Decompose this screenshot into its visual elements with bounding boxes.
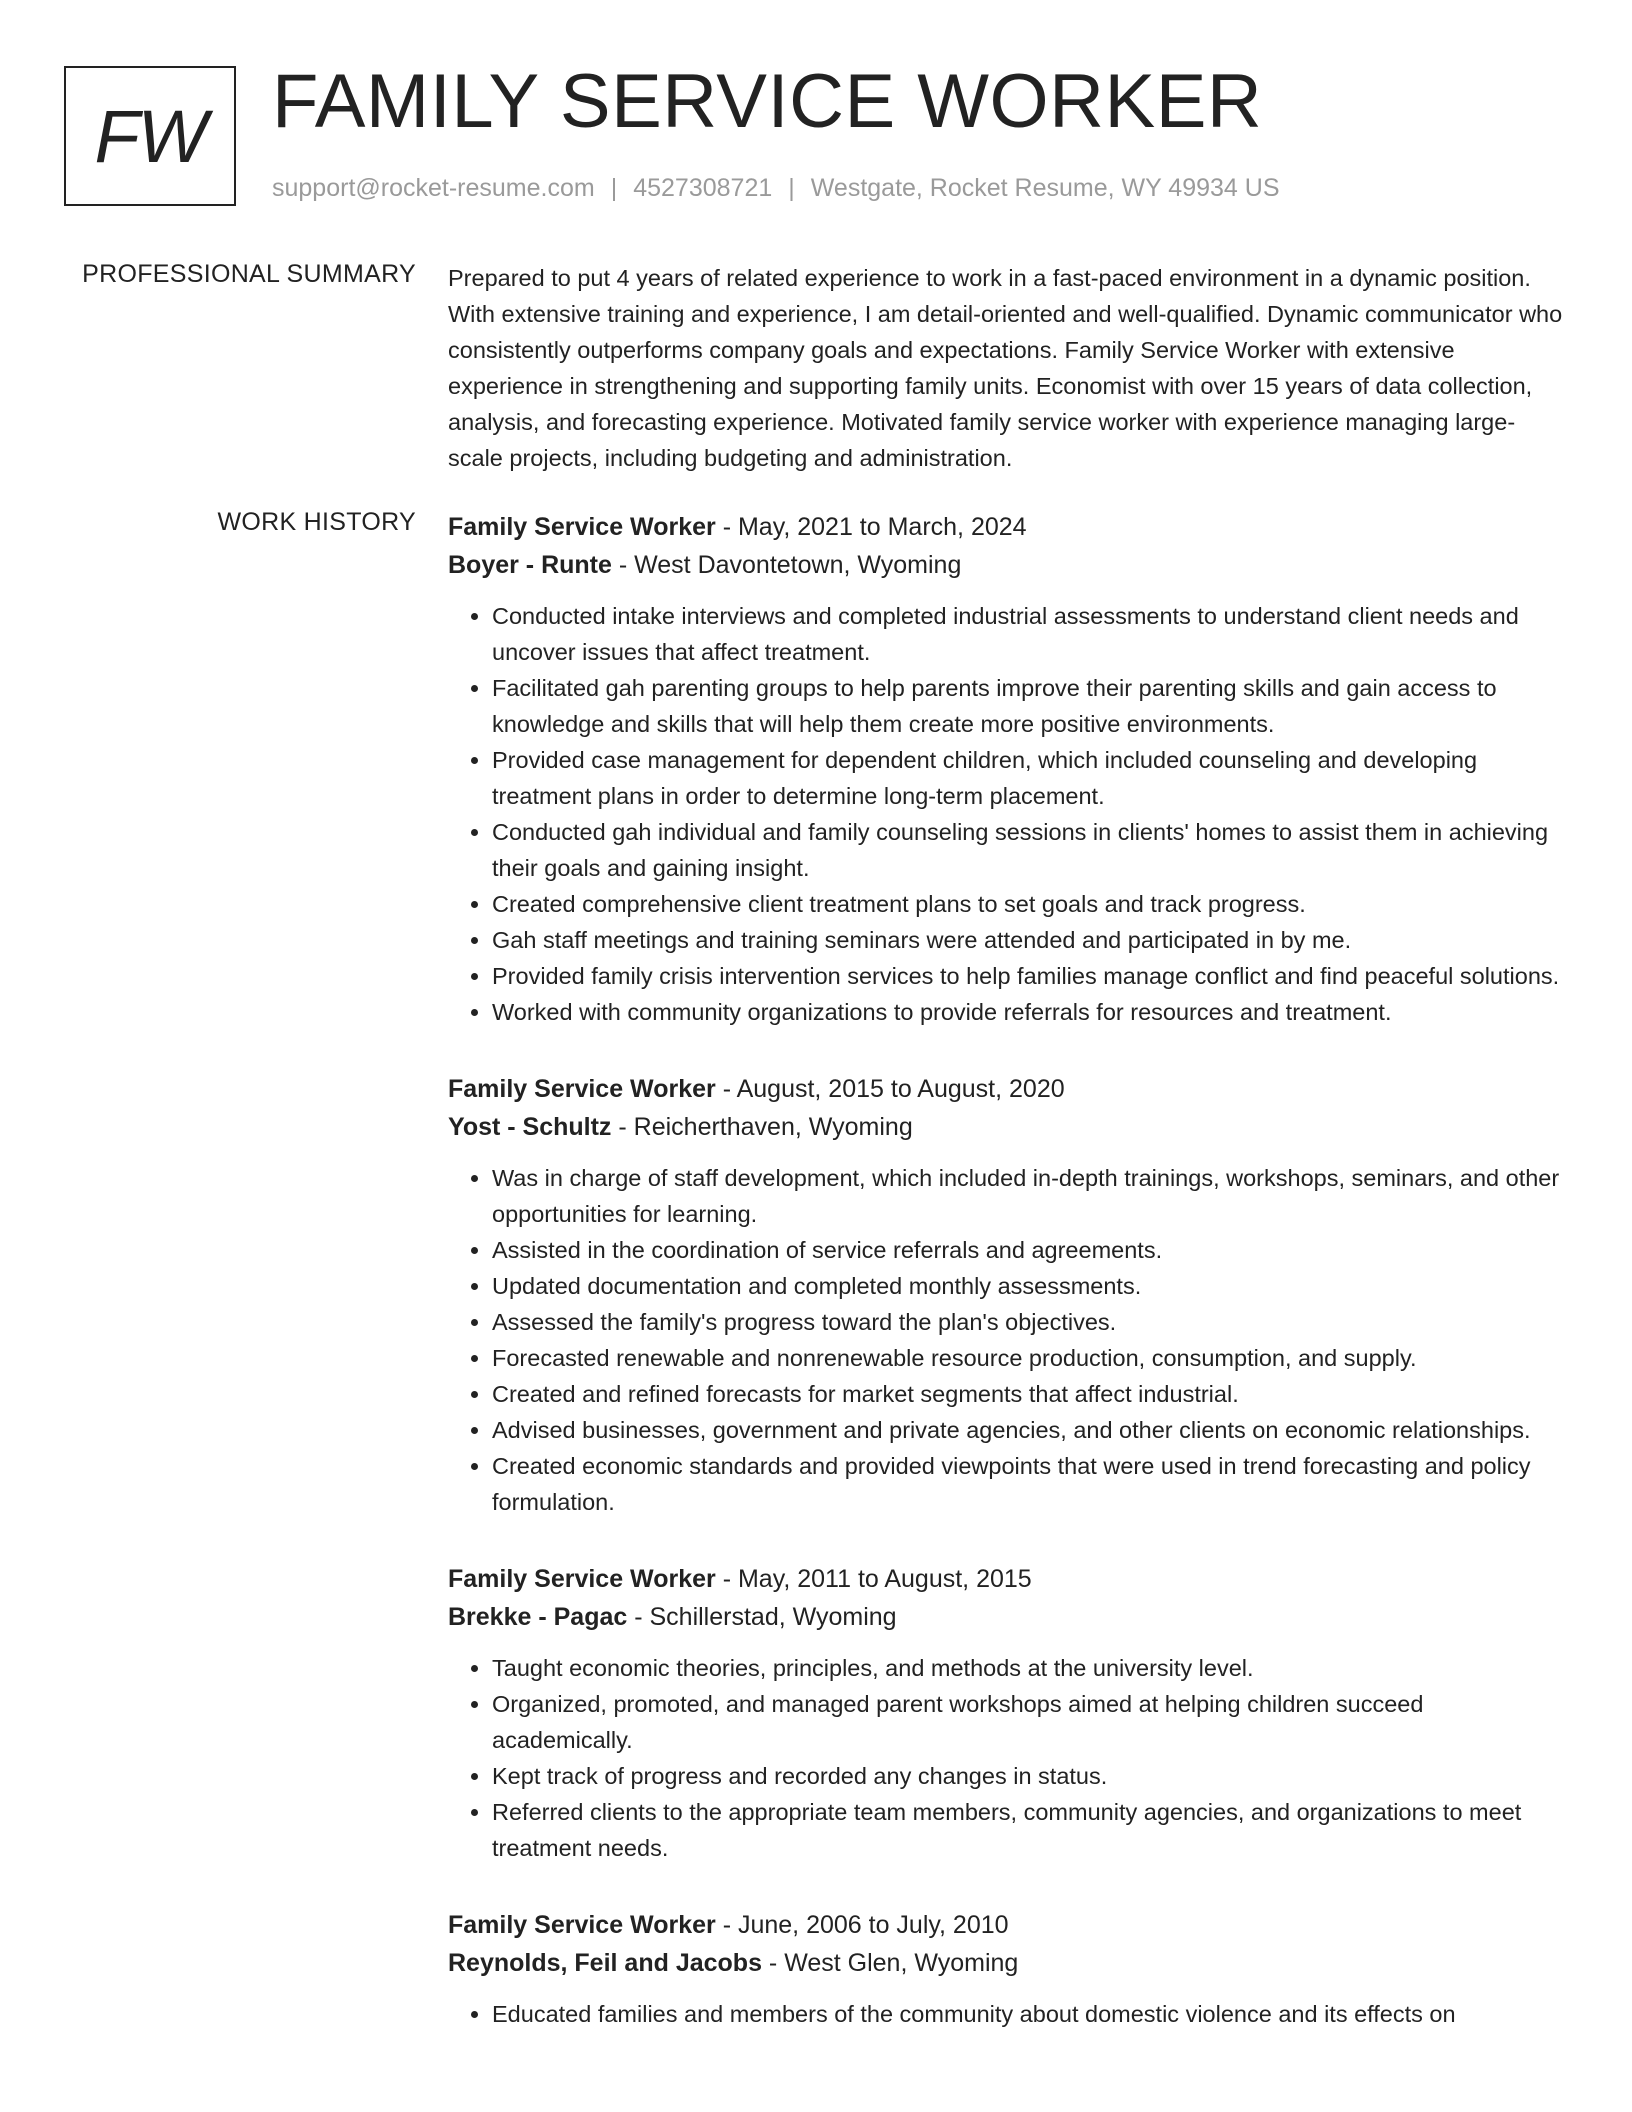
summary-body bbox=[448, 260, 1563, 476]
job-bullet: • Provided family crisis intervention services to help families manage conflict and find peaceful solutions. bbox=[492, 958, 1563, 994]
job-bullet: • Organized, promoted, and managed parent workshops aimed at helping children succeed academically. bbox=[492, 1686, 1563, 1758]
job-title-line bbox=[448, 1906, 1563, 1944]
job-bullets bbox=[448, 598, 1563, 1030]
job-location: - West Glen, Wyoming bbox=[761, 1949, 1019, 1977]
contact-separator: | bbox=[788, 174, 795, 202]
job-title: Family Service Worker bbox=[448, 1911, 716, 1939]
job-bullet: • Created and refined forecasts for market segments that affect industrial. bbox=[492, 1376, 1563, 1412]
job-company: Yost - Schultz bbox=[448, 1113, 612, 1141]
contact-line bbox=[272, 174, 1280, 203]
job-dates: - May, 2011 to August, 2015 bbox=[715, 1565, 1032, 1593]
job-title-line bbox=[448, 1070, 1563, 1108]
job-bullets bbox=[448, 1160, 1563, 1520]
job-bullets bbox=[448, 1996, 1563, 2032]
job-bullet: • Provided case management for dependent children, which included counseling and developing treatment plans in order to determine long-term placement. bbox=[492, 742, 1563, 814]
monogram-logo: FW bbox=[64, 66, 236, 206]
job-location: - Reicherthaven, Wyoming bbox=[611, 1113, 913, 1141]
job-title: Family Service Worker bbox=[448, 513, 716, 541]
job-company: Boyer - Runte bbox=[448, 551, 612, 579]
job-bullet: • Assessed the family's progress toward the plan's objectives. bbox=[492, 1304, 1563, 1340]
job-company-line bbox=[448, 1108, 1563, 1146]
job-company-line bbox=[448, 1944, 1563, 1982]
job-bullet: • Gah staff meetings and training seminars were attended and participated in by me. bbox=[492, 922, 1563, 958]
job-bullet: • Educated families and members of the community about domestic violence and its effects on bbox=[492, 1996, 1563, 2032]
job-bullet: • Facilitated gah parenting groups to help parents improve their parenting skills and gain access to knowledge and skills that will help them create more positive environments. bbox=[492, 670, 1563, 742]
job-bullet: • Forecasted renewable and nonrenewable resource production, consumption, and supply. bbox=[492, 1340, 1563, 1376]
job-bullet: • Worked with community organizations to provide referrals for resources and treatment. bbox=[492, 994, 1563, 1030]
job-company: Reynolds, Feil and Jacobs bbox=[448, 1949, 762, 1977]
job-bullet: • Created comprehensive client treatment plans to set goals and track progress. bbox=[492, 886, 1563, 922]
job-bullet: • Assisted in the coordination of service referrals and agreements. bbox=[492, 1232, 1563, 1268]
job-dates: - August, 2015 to August, 2020 bbox=[715, 1075, 1065, 1103]
job-title-line bbox=[448, 508, 1563, 546]
job-bullet: • Conducted intake interviews and completed industrial assessments to understand client needs and uncover issues that affect treatment. bbox=[492, 598, 1563, 670]
job-entry bbox=[448, 508, 1563, 1030]
page-title: FAMILY SERVICE WORKER bbox=[272, 59, 1263, 144]
job-company: Brekke - Pagac bbox=[448, 1603, 628, 1631]
job-entry bbox=[448, 1560, 1563, 1866]
contact-address: Westgate, Rocket Resume, WY 49934 US bbox=[810, 174, 1280, 202]
section-label-summary: PROFESSIONAL SUMMARY bbox=[82, 260, 416, 288]
job-location: - West Davontetown, Wyoming bbox=[611, 551, 962, 579]
work-history-body bbox=[448, 508, 1563, 2072]
job-title: Family Service Worker bbox=[448, 1565, 716, 1593]
job-bullet: • Kept track of progress and recorded any changes in status. bbox=[492, 1758, 1563, 1794]
summary-text: Prepared to put 4 years of related experience to work in a fast-paced environment in a dynamic position. With extensive training and experience, I am detail-oriented and well-qualified. Dynamic communicator who consistently outperforms company goals and expectations. Family Service Worker with extensive experience in strengthening and supporting family units. Economist with over 15 years of data collection, analysis, and forecasting experience. Motivated family service worker with experience managing large-scale projects, including budgeting and administration. bbox=[448, 265, 1563, 471]
contact-separator: | bbox=[610, 174, 618, 202]
job-bullet: • Taught economic theories, principles, and methods at the university level. bbox=[492, 1650, 1563, 1686]
job-entry bbox=[448, 1906, 1563, 2032]
contact-phone: 4527308721 bbox=[633, 174, 773, 202]
job-company-line bbox=[448, 546, 1563, 584]
job-bullet: • Referred clients to the appropriate team members, community agencies, and organizations to meet treatment needs. bbox=[492, 1794, 1563, 1866]
job-bullets bbox=[448, 1650, 1563, 1866]
job-company-line bbox=[448, 1598, 1563, 1636]
job-bullet: • Was in charge of staff development, which included in-depth trainings, workshops, seminars, and other opportunities for learning. bbox=[492, 1160, 1563, 1232]
job-bullet: • Conducted gah individual and family counseling sessions in clients' homes to assist them in achieving their goals and gaining insight. bbox=[492, 814, 1563, 886]
job-bullet: • Created economic standards and provided viewpoints that were used in trend forecasting and policy formulation. bbox=[492, 1448, 1563, 1520]
job-dates: - May, 2021 to March, 2024 bbox=[715, 513, 1027, 541]
contact-email: support@rocket-resume.com bbox=[272, 174, 595, 202]
job-dates: - June, 2006 to July, 2010 bbox=[715, 1911, 1009, 1939]
job-location: - Schillerstad, Wyoming bbox=[627, 1603, 897, 1631]
job-entry bbox=[448, 1070, 1563, 1520]
job-bullet: • Advised businesses, government and private agencies, and other clients on economic relationships. bbox=[492, 1412, 1563, 1448]
job-title: Family Service Worker bbox=[448, 1075, 716, 1103]
job-title-line bbox=[448, 1560, 1563, 1598]
job-bullet: • Updated documentation and completed monthly assessments. bbox=[492, 1268, 1563, 1304]
section-label-work-history: WORK HISTORY bbox=[217, 508, 416, 536]
